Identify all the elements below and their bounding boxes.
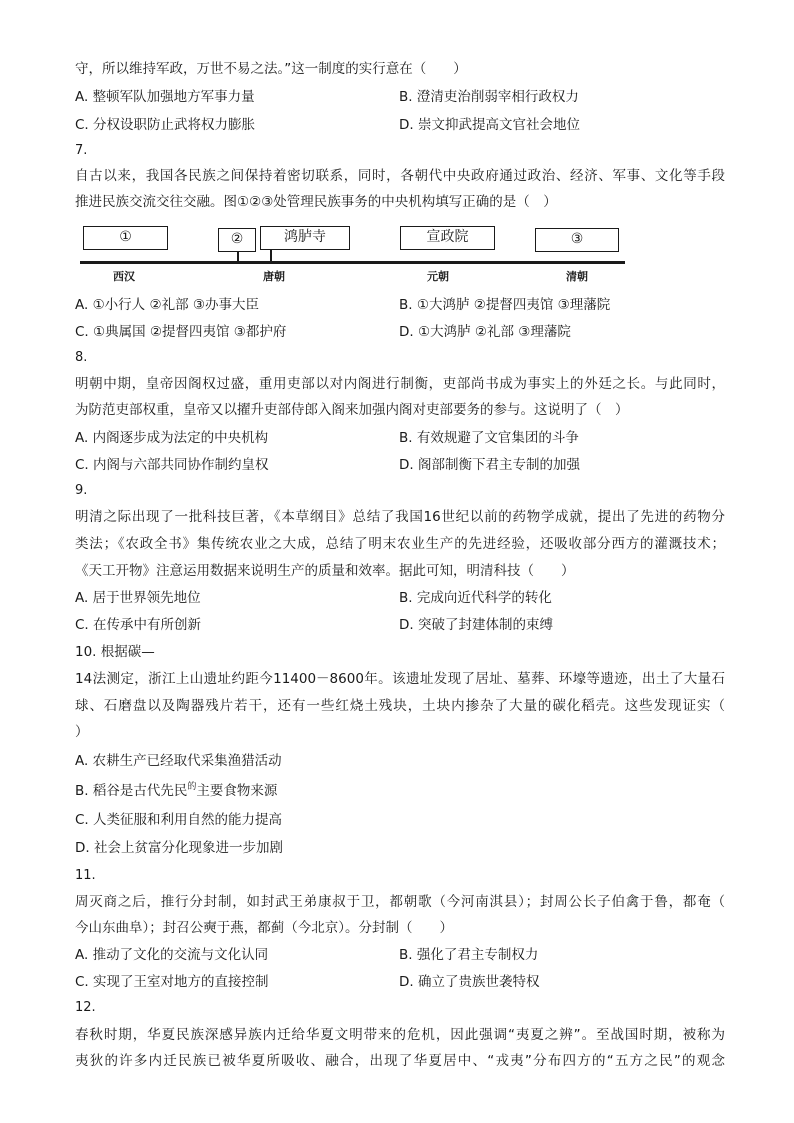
q9-stem-line-1: 明清之际出现了一批科技巨著，《本草纲目》总结了我国16世纪以前的药物学成就，提出了先进的药物分 xyxy=(75,509,725,525)
q8-option-c[interactable]: C. 内阁与六部共同协作制约皇权 xyxy=(75,457,269,473)
q8-stem-line-1: 明朝中期，皇帝因阁权过盛，重用吏部以对内阁进行制衡，吏部尚书成为事实上的外廷之长。与此同时， xyxy=(75,376,725,392)
q6-stem: 守，所以维持军政，万世不易之法。”这一制度的实行意在（ ） xyxy=(75,61,467,77)
q9-stem-line-3: 《天工开物》注意运用数据来说明生产的质量和效率。据此可知，明清科技（ ） xyxy=(75,563,575,579)
q10-option-b-superscript: 的 xyxy=(187,782,197,792)
q12-stem-line-2: 夷狄的许多内迁民族已被华夏所吸收、融合，出现了华夏居中、“戎夷”分布四方的“五方之民”的观念 xyxy=(75,1053,725,1069)
q6-option-d[interactable]: D. 崇文抑武提高文官社会地位 xyxy=(399,117,580,133)
q6-option-b[interactable]: B. 澄清吏治削弱宰相行政权力 xyxy=(399,89,579,105)
q10-option-b[interactable] xyxy=(75,781,277,803)
q10-option-b-part-2: 主要食物来源 xyxy=(196,783,278,799)
q11-number: 11. xyxy=(75,868,96,883)
q10-option-b-part-1: B. 稻谷是古代先民 xyxy=(75,783,188,799)
dynasty-label: 清朝 xyxy=(566,270,588,283)
q8-option-a[interactable]: A. 内阁逐步成为法定的中央机构 xyxy=(75,430,269,446)
diagram-box-xuanzheng: 宣政院 xyxy=(400,226,495,250)
q6-option-a[interactable]: A. 整顿军队加强地方军事力量 xyxy=(75,89,255,105)
q10-option-d[interactable]: D. 社会上贫富分化现象进一步加剧 xyxy=(75,840,283,856)
q8-option-d[interactable]: D. 阁部制衡下君主专制的加强 xyxy=(399,457,580,473)
q7-number: 7. xyxy=(75,143,88,158)
q11-stem-line-1: 周灭商之后，推行分封制，如封武王弟康叔于卫，都朝歌（今河南淇县）；封周公长子伯禽于鲁，都奄（ xyxy=(75,894,725,910)
q9-option-b[interactable]: B. 完成向近代科学的转化 xyxy=(399,590,552,606)
q10-option-c[interactable]: C. 人类征服和利用自然的能力提高 xyxy=(75,812,283,828)
q6-option-c[interactable]: C. 分权设职防止武将权力膨胀 xyxy=(75,117,256,133)
q10-number: 10. 根据碳— xyxy=(75,644,155,660)
q9-option-c[interactable]: C. 在传承中有所创新 xyxy=(75,617,202,633)
q8-stem-line-2: 为防范吏部权重，皇帝又以擢升吏部侍郎入阁来加强内阁对吏部要务的参与。这说明了（ ） xyxy=(75,402,629,418)
q8-option-b[interactable]: B. 有效规避了文官集团的斗争 xyxy=(399,430,579,446)
q11-stem-line-2: 今山东曲阜）；封召公奭于燕，都蓟（今北京）。分封制（ ） xyxy=(75,920,453,936)
q10-stem-line-3: ） xyxy=(75,724,89,740)
dynasty-label: 西汉 xyxy=(113,270,135,283)
q7-option-d[interactable]: D. ①大鸿胪 ②礼部 ③理藩院 xyxy=(399,324,571,340)
dynasty-timeline-diagram xyxy=(80,224,625,288)
q12-number: 12. xyxy=(75,1000,96,1015)
diagram-box-honglu: 鸿胪寺 xyxy=(260,226,350,250)
q8-number: 8. xyxy=(75,350,88,365)
q11-option-d[interactable]: D. 确立了贵族世袭特权 xyxy=(399,974,540,990)
q10-stem-line-2: 球、石磨盘以及陶器残片若干，还有一些红烧土残块，土块内掺杂了大量的碳化稻壳。这些发现证实（ xyxy=(75,698,725,714)
q12-stem-line-1: 春秋时期，华夏民族深感异族内迁给华夏文明带来的危机，因此强调“夷夏之辨”。至战国时期，被称为 xyxy=(75,1027,725,1043)
q11-option-c[interactable]: C. 实现了王室对地方的直接控制 xyxy=(75,974,269,990)
q11-option-a[interactable]: A. 推动了文化的交流与文化认同 xyxy=(75,947,269,963)
diagram-box-2: ② xyxy=(218,228,256,252)
q10-option-a[interactable]: A. 农耕生产已经取代采集渔猎活动 xyxy=(75,753,282,769)
q10-stem-line-1: 14法测定，浙江上山遗址约距今11400－8600年。该遗址发现了居址、墓葬、环壕等遗迹，出土了大量石 xyxy=(75,671,725,687)
q7-stem-line-1: 自古以来，我国各民族之间保持着密切联系，同时，各朝代中央政府通过政治、经济、军事、文化等手段 xyxy=(75,168,725,184)
q9-number: 9. xyxy=(75,483,88,498)
diagram-box-3: ③ xyxy=(535,228,619,252)
diagram-box-1: ① xyxy=(83,226,168,250)
q11-option-b[interactable]: B. 强化了君主专制权力 xyxy=(399,947,539,963)
q7-option-a[interactable]: A. ①小行人 ②礼部 ③办事大臣 xyxy=(75,297,259,313)
q9-option-a[interactable]: A. 居于世界领先地位 xyxy=(75,590,201,606)
q7-option-b[interactable]: B. ①大鸿胪 ②提督四夷馆 ③理藩院 xyxy=(399,297,611,313)
q9-stem-line-2: 类法；《农政全书》集传统农业之大成，总结了明末农业生产的先进经验，还吸收部分西方的灌溉技术； xyxy=(75,536,725,552)
q7-stem-line-2: 推进民族交流交往交融。图①②③处管理民族事务的中央机构填写正确的是（ ） xyxy=(75,194,557,210)
dynasty-label: 元朝 xyxy=(427,270,449,283)
q9-option-d[interactable]: D. 突破了封建体制的束缚 xyxy=(399,617,553,633)
q7-option-c[interactable]: C. ①典属国 ②提督四夷馆 ③都护府 xyxy=(75,324,287,340)
dynasty-label: 唐朝 xyxy=(263,270,285,283)
timeline-axis xyxy=(80,261,625,264)
